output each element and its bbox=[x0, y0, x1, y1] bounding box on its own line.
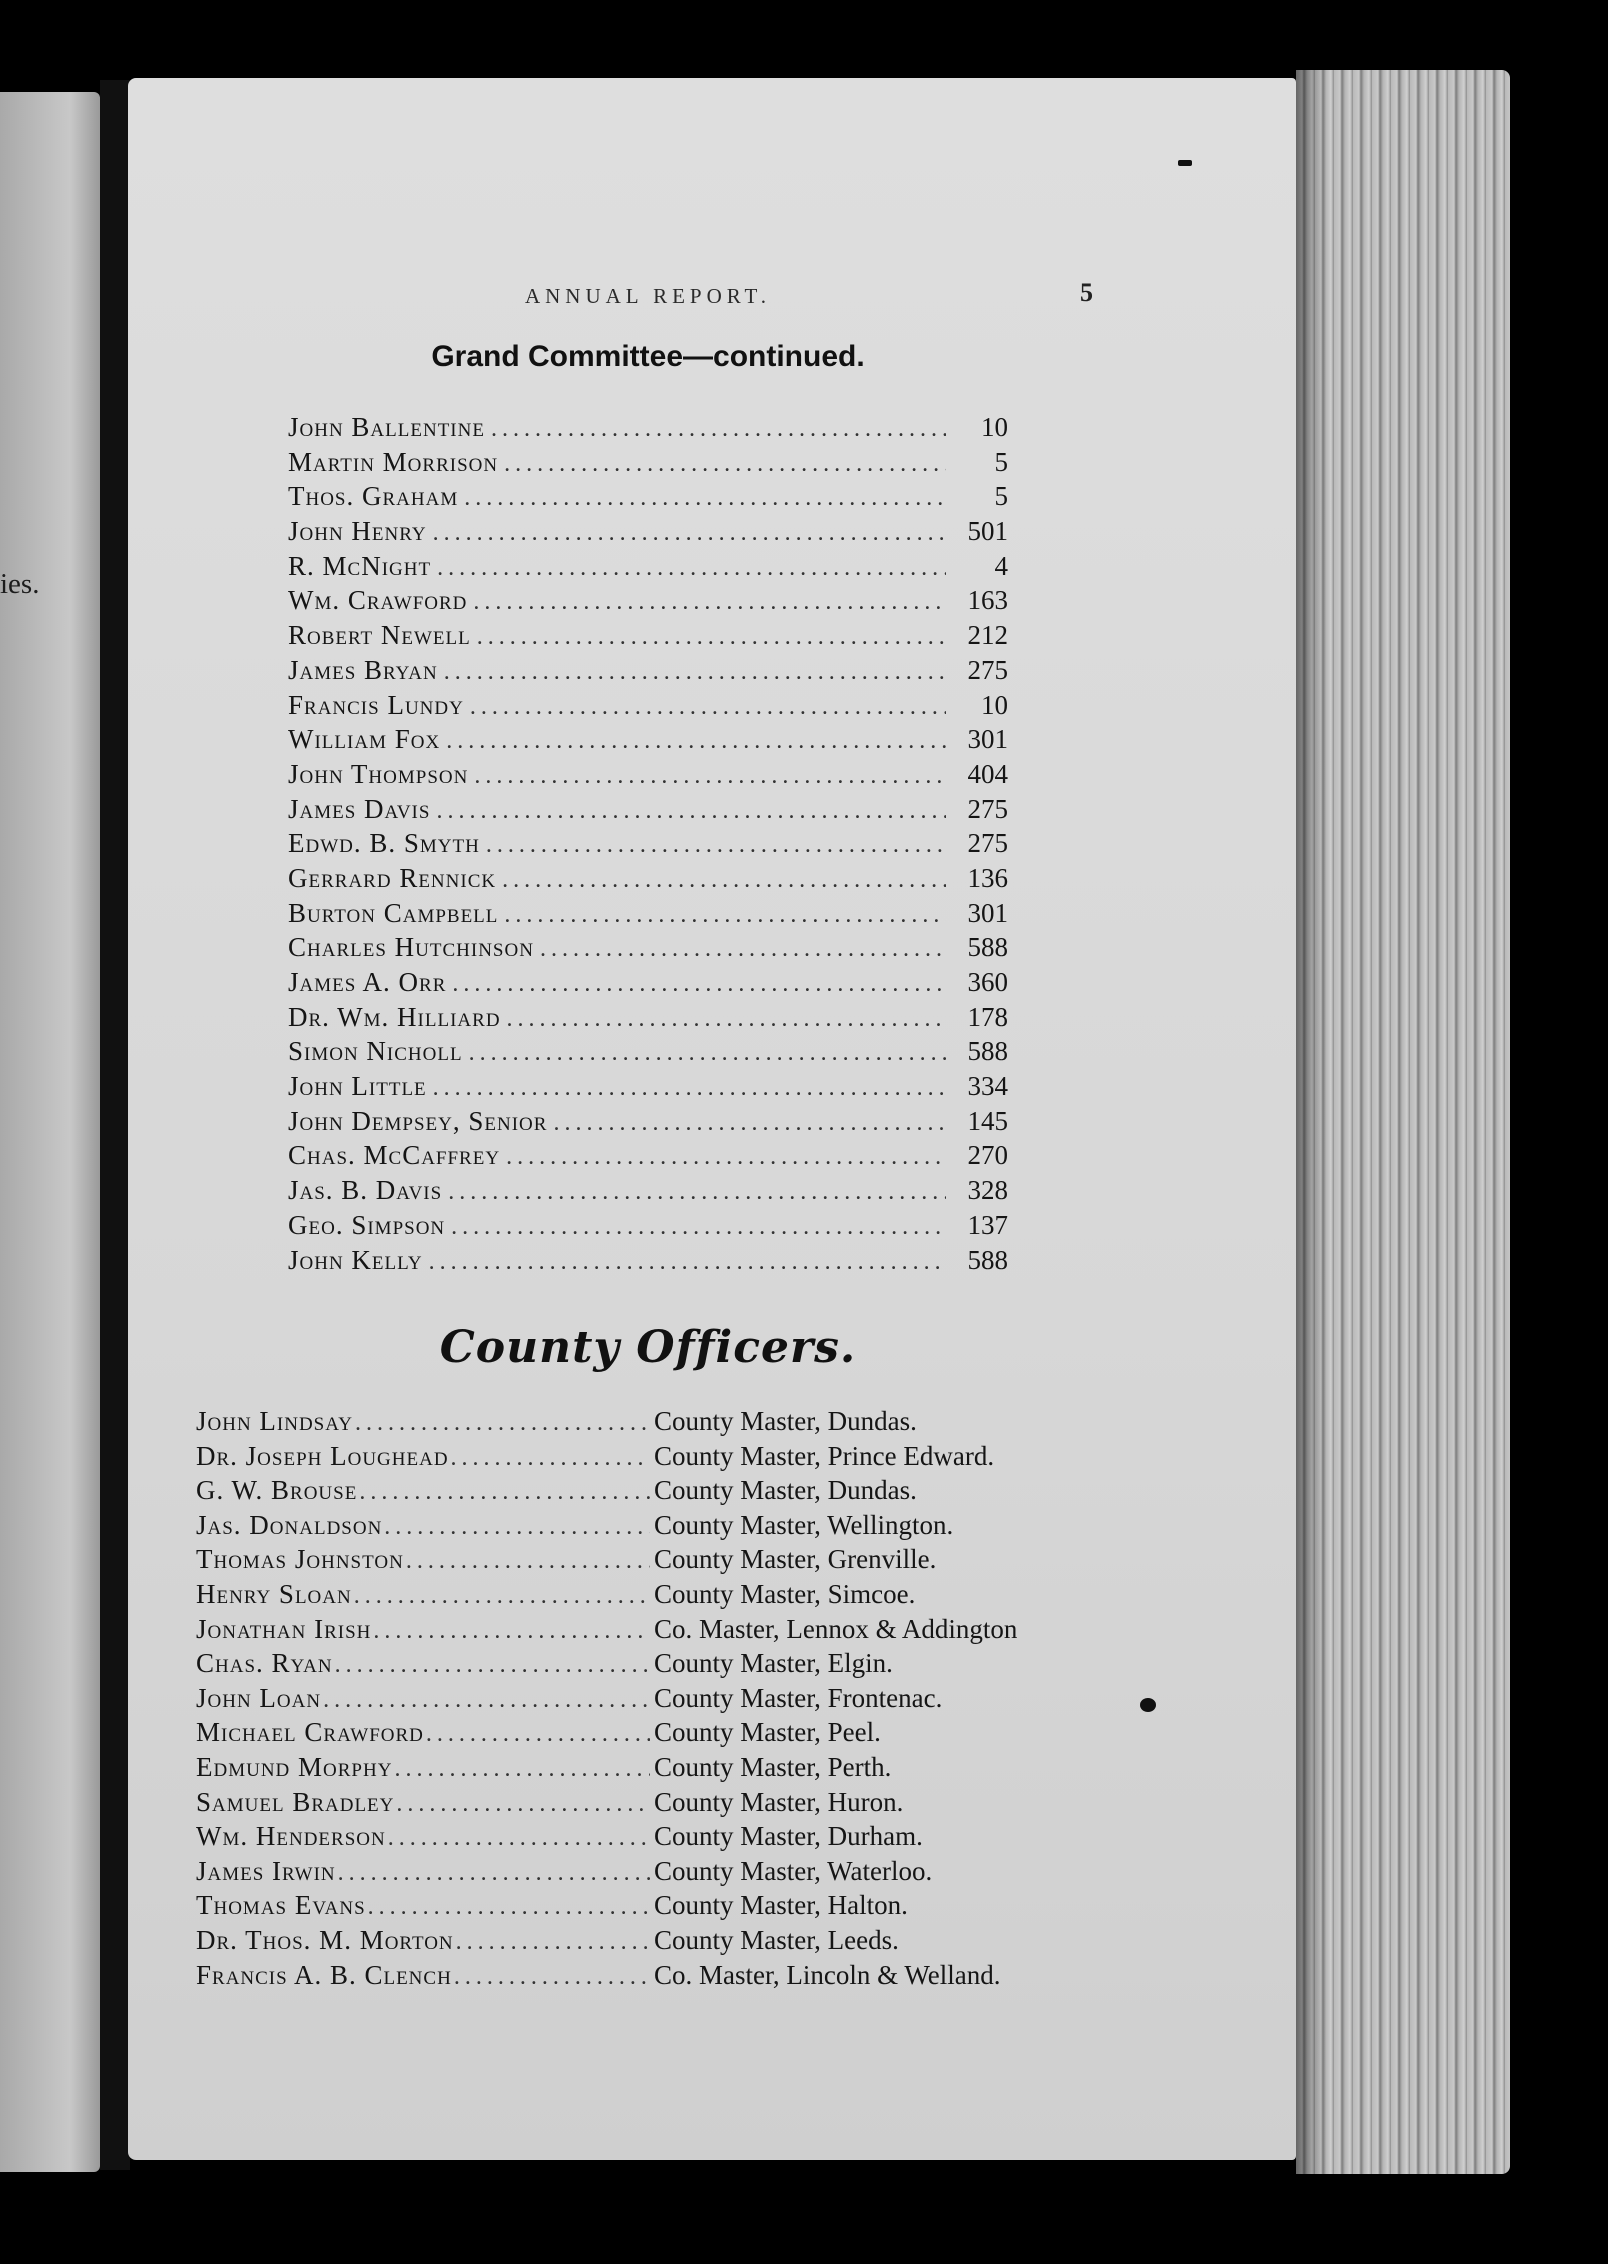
left-neighbour-page bbox=[0, 92, 100, 2172]
officer-role: County Master, Halton. bbox=[654, 1890, 908, 1921]
committee-row bbox=[288, 690, 1008, 725]
dot-leader bbox=[406, 1548, 650, 1575]
committee-row bbox=[288, 481, 1008, 516]
dot-leader bbox=[469, 1040, 946, 1067]
dot-leader bbox=[502, 867, 946, 894]
dot-leader bbox=[451, 1214, 946, 1241]
dot-leader bbox=[446, 728, 946, 755]
lodge-number: 4 bbox=[994, 550, 1008, 581]
officer-role: County Master, Peel. bbox=[654, 1717, 881, 1748]
officer-role: County Master, Leeds. bbox=[654, 1924, 899, 1955]
lodge-number: 360 bbox=[967, 967, 1008, 997]
binding-gutter bbox=[100, 80, 130, 2170]
officer-name: Dr. Joseph Loughead bbox=[196, 1440, 449, 1471]
dot-leader bbox=[486, 832, 946, 859]
officer-role: County Master, Waterloo. bbox=[654, 1855, 933, 1886]
dot-leader bbox=[444, 659, 946, 686]
dot-leader bbox=[384, 1514, 650, 1541]
ink-speck bbox=[1178, 160, 1192, 166]
officer-name: Henry Sloan bbox=[196, 1578, 352, 1609]
dot-leader bbox=[388, 1825, 650, 1852]
lodge-number: 501 bbox=[967, 516, 1008, 547]
dot-leader bbox=[433, 1075, 946, 1102]
dot-leader bbox=[437, 555, 946, 582]
committee-row bbox=[288, 828, 1008, 863]
dot-leader bbox=[473, 589, 946, 616]
dot-leader bbox=[323, 1687, 650, 1714]
member-name: Simon Nicholl bbox=[288, 1036, 463, 1067]
committee-row bbox=[288, 898, 1008, 933]
committee-row bbox=[288, 759, 1008, 794]
committee-row bbox=[288, 1106, 1008, 1141]
officer-role: County Master, Grenville. bbox=[654, 1544, 937, 1575]
officer-row bbox=[196, 1717, 1136, 1752]
dot-leader bbox=[507, 1006, 946, 1033]
member-name: Dr. Wm. Hilliard bbox=[288, 1001, 501, 1032]
officer-name: G. W. Brouse bbox=[196, 1475, 358, 1506]
officer-row bbox=[196, 1441, 1136, 1476]
committee-row bbox=[288, 585, 1008, 620]
member-name: John Henry bbox=[288, 516, 427, 547]
dot-leader bbox=[456, 1929, 650, 1956]
officers-title: County Officers. bbox=[439, 1322, 857, 1373]
lodge-number: 275 bbox=[967, 828, 1008, 859]
officer-name: Chas. Ryan bbox=[196, 1648, 333, 1679]
officer-name: Jonathan Irish bbox=[196, 1613, 372, 1644]
lodge-number: 5 bbox=[994, 481, 1008, 512]
lodge-number: 212 bbox=[967, 620, 1008, 651]
lodge-number: 163 bbox=[967, 585, 1008, 616]
member-name: Francis Lundy bbox=[288, 689, 464, 720]
officer-row bbox=[196, 1544, 1136, 1579]
committee-row bbox=[288, 655, 1008, 690]
dot-leader bbox=[454, 1964, 650, 1991]
officer-role: County Master, Simcoe. bbox=[654, 1578, 916, 1609]
dot-leader bbox=[504, 902, 946, 929]
lodge-number: 137 bbox=[967, 1209, 1008, 1240]
officer-row bbox=[196, 1960, 1136, 1995]
committee-row bbox=[288, 967, 1008, 1002]
officer-row bbox=[196, 1510, 1136, 1545]
committee-row bbox=[288, 620, 1008, 655]
dot-leader bbox=[504, 451, 946, 478]
lodge-number: 275 bbox=[967, 654, 1008, 685]
dot-leader bbox=[491, 416, 946, 443]
member-name: Robert Newell bbox=[288, 620, 471, 651]
member-name: Burton Campbell bbox=[288, 897, 499, 928]
member-name: Edwd. B. Smyth bbox=[288, 828, 480, 859]
ink-speck bbox=[1140, 1698, 1156, 1712]
dot-leader bbox=[359, 1479, 650, 1506]
dot-leader bbox=[338, 1860, 650, 1887]
dot-leader bbox=[355, 1410, 650, 1437]
lodge-number: 275 bbox=[967, 793, 1008, 824]
member-name: Gerrard Rennick bbox=[288, 862, 497, 893]
lodge-number: 10 bbox=[981, 412, 1008, 442]
officer-row bbox=[196, 1614, 1136, 1649]
officer-name: Francis A. B. Clench bbox=[196, 1959, 452, 1990]
lodge-number: 334 bbox=[967, 1071, 1008, 1102]
member-name: Chas. McCaffrey bbox=[288, 1140, 501, 1171]
lodge-number: 10 bbox=[981, 689, 1008, 720]
lodge-number: 588 bbox=[967, 1036, 1008, 1067]
dot-leader bbox=[436, 798, 946, 825]
committee-row bbox=[288, 1245, 1008, 1280]
officer-row bbox=[196, 1752, 1136, 1787]
officer-row bbox=[196, 1683, 1136, 1718]
committee-row bbox=[288, 1210, 1008, 1245]
lodge-number: 270 bbox=[967, 1140, 1008, 1171]
dot-leader bbox=[394, 1756, 650, 1783]
officer-row bbox=[196, 1890, 1136, 1925]
committee-row bbox=[288, 724, 1008, 759]
dot-leader bbox=[464, 485, 946, 512]
dot-leader bbox=[448, 1179, 946, 1206]
member-name: Wm. Crawford bbox=[288, 585, 468, 616]
officer-name: John Lindsay bbox=[196, 1406, 353, 1436]
committee-row bbox=[288, 932, 1008, 967]
member-name: Jas. B. Davis bbox=[288, 1175, 443, 1206]
officer-role: Co. Master, Lincoln & Welland. bbox=[654, 1959, 1001, 1990]
officer-role: County Master, Dundas. bbox=[654, 1406, 917, 1436]
member-name: James Davis bbox=[288, 793, 431, 824]
dot-leader bbox=[335, 1652, 650, 1679]
officer-name: Wm. Henderson bbox=[196, 1821, 386, 1852]
dot-leader bbox=[506, 1144, 946, 1171]
member-name: Charles Hutchinson bbox=[288, 932, 534, 963]
dot-leader bbox=[540, 936, 946, 963]
dot-leader bbox=[451, 1445, 650, 1472]
committee-row bbox=[288, 1175, 1008, 1210]
committee-row bbox=[288, 1002, 1008, 1037]
officer-role: County Master, Perth. bbox=[654, 1751, 892, 1782]
committee-row bbox=[288, 551, 1008, 586]
lodge-number: 328 bbox=[967, 1175, 1008, 1206]
committee-row bbox=[288, 447, 1008, 482]
lodge-number: 301 bbox=[967, 897, 1008, 928]
officer-name: Michael Crawford bbox=[196, 1717, 424, 1748]
lodge-number: 178 bbox=[967, 1001, 1008, 1032]
dot-leader bbox=[368, 1894, 650, 1921]
officer-name: John Loan bbox=[196, 1682, 322, 1713]
officer-name: Thomas Johnston bbox=[196, 1544, 404, 1575]
dot-leader bbox=[373, 1618, 650, 1645]
member-name: John Thompson bbox=[288, 758, 469, 789]
lodge-number: 588 bbox=[967, 932, 1008, 963]
officer-role: County Master, Frontenac. bbox=[654, 1682, 943, 1713]
dot-leader bbox=[553, 1110, 946, 1137]
committee-list bbox=[288, 412, 1008, 1279]
officer-row bbox=[196, 1648, 1136, 1683]
officer-role: County Master, Wellington. bbox=[654, 1509, 954, 1540]
page-number: 5 bbox=[1080, 278, 1093, 307]
lodge-number: 145 bbox=[967, 1105, 1008, 1136]
member-name: Thos. Graham bbox=[288, 481, 459, 512]
member-name: John Dempsey, Senior bbox=[288, 1105, 548, 1136]
officer-name: Jas. Donaldson bbox=[196, 1509, 383, 1540]
lodge-number: 404 bbox=[967, 758, 1008, 789]
officer-row bbox=[196, 1856, 1136, 1891]
member-name: Geo. Simpson bbox=[288, 1209, 446, 1240]
dot-leader bbox=[433, 520, 946, 547]
officer-row bbox=[196, 1475, 1136, 1510]
lodge-number: 136 bbox=[967, 862, 1008, 893]
officer-row bbox=[196, 1787, 1136, 1822]
committee-row bbox=[288, 412, 1008, 447]
lodge-number: 301 bbox=[967, 724, 1008, 755]
page-edge-shadow bbox=[1296, 70, 1326, 2174]
committee-row bbox=[288, 1071, 1008, 1106]
dot-leader bbox=[470, 694, 946, 721]
committee-row bbox=[288, 1036, 1008, 1071]
officer-name: Thomas Evans bbox=[196, 1890, 366, 1921]
committee-row bbox=[288, 794, 1008, 829]
member-name: James Bryan bbox=[288, 654, 438, 685]
member-name: John Kelly bbox=[288, 1244, 423, 1275]
officer-name: Samuel Bradley bbox=[196, 1786, 395, 1817]
member-name: John Little bbox=[288, 1071, 427, 1102]
lodge-number: 5 bbox=[994, 446, 1008, 477]
committee-row bbox=[288, 516, 1008, 551]
member-name: John Ballentine bbox=[288, 412, 485, 442]
officer-row bbox=[196, 1579, 1136, 1614]
lodge-number: 588 bbox=[967, 1244, 1008, 1275]
section-title: Grand Committee—continued. bbox=[431, 340, 865, 373]
dot-leader bbox=[452, 971, 946, 998]
officer-name: James Irwin bbox=[196, 1855, 336, 1886]
member-name: R. McNight bbox=[288, 550, 432, 581]
member-name: William Fox bbox=[288, 724, 441, 755]
dot-leader bbox=[429, 1249, 946, 1276]
page-edges bbox=[1296, 70, 1510, 2174]
committee-row bbox=[288, 1140, 1008, 1175]
officer-name: Dr. Thos. M. Morton bbox=[196, 1924, 454, 1955]
officer-role: County Master, Dundas. bbox=[654, 1475, 917, 1506]
dot-leader bbox=[474, 763, 946, 790]
dot-leader bbox=[396, 1791, 650, 1818]
officer-role: County Master, Huron. bbox=[654, 1786, 904, 1817]
officer-row bbox=[196, 1406, 1136, 1441]
dot-leader bbox=[477, 624, 946, 651]
officer-role: County Master, Durham. bbox=[654, 1821, 923, 1852]
left-page-fragment: ies. bbox=[0, 568, 40, 600]
officer-row bbox=[196, 1821, 1136, 1856]
dot-leader bbox=[426, 1721, 650, 1748]
officer-row bbox=[196, 1925, 1136, 1960]
dot-leader bbox=[354, 1583, 650, 1610]
member-name: Martin Morrison bbox=[288, 446, 499, 477]
officers-list bbox=[196, 1406, 1136, 1994]
officer-name: Edmund Morphy bbox=[196, 1751, 393, 1782]
committee-row bbox=[288, 863, 1008, 898]
officer-role: County Master, Elgin. bbox=[654, 1648, 893, 1679]
officer-role: Co. Master, Lennox & Addington bbox=[654, 1613, 1018, 1644]
officer-role: County Master, Prince Edward. bbox=[654, 1440, 995, 1471]
member-name: James A. Orr bbox=[288, 967, 447, 997]
running-head: ANNUAL REPORT. bbox=[524, 284, 772, 308]
